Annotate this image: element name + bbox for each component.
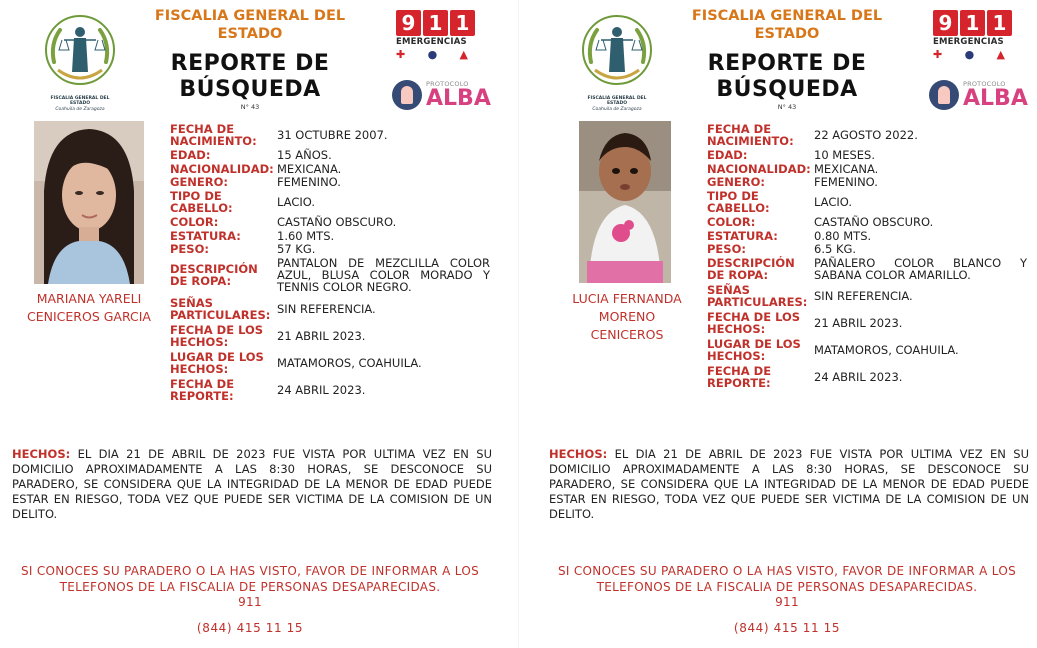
value-marks: SIN REFERENCIA.	[277, 302, 376, 316]
report-title-line1: REPORTE DE	[707, 51, 867, 76]
digit-1: 1	[423, 10, 448, 36]
police-cap-icon: ●	[964, 48, 975, 61]
value-nationality: MEXICANA.	[277, 162, 342, 176]
value-height: 1.60 MTS.	[277, 229, 335, 243]
value-nationality: MEXICANA.	[814, 162, 879, 176]
label-gender: GENERO:	[170, 175, 229, 189]
value-color: CASTAÑO OBSCURO.	[814, 215, 934, 229]
value-birth-date: 22 AGOSTO 2022.	[814, 128, 918, 142]
emergency-icons	[933, 49, 1005, 61]
logo-title: FISCALIA GENERAL DEL ESTADO	[587, 96, 647, 107]
label-age: EDAD:	[170, 148, 211, 162]
emergency-icons	[396, 49, 468, 61]
justice-emblem-icon	[40, 10, 120, 96]
hechos-text: EL DIA 21 DE ABRIL DE 2023 FUE VISTA POR ULTIMA VEZ EN SU DOMICILIO APROXIMADAMENTE A LAS 8:30 HORAS, SE DESCONOCE SU PARADERO, SE CONSIDERA QUE LA INTEGRIDAD DE LA MENOR DE EDAD PUEDE ESTAR EN RIESGO, TODA VEZ QUE PUEDE SER VICTIMA DE LA COMISION DE UN DELITO.	[12, 447, 492, 521]
label-hair-type: TIPO DE CABELLO:	[707, 189, 770, 215]
contact-phone: (844) 415 11 15	[196, 621, 304, 635]
label-birth-date: FECHA DE NACIMIENTO:	[707, 122, 794, 148]
alba-emblem-icon	[929, 80, 959, 110]
contact-911: 911	[775, 595, 799, 609]
report-title	[150, 51, 350, 103]
label-report-date: FECHA DE REPORTE:	[707, 364, 772, 390]
emergency-label: EMERGENCIAS	[396, 37, 467, 47]
value-weight: 6.5 KG.	[814, 242, 857, 256]
hechos-paragraph	[12, 447, 492, 522]
label-color: COLOR:	[170, 215, 219, 229]
fiscalia-logo	[577, 10, 657, 110]
report-title	[687, 51, 887, 103]
value-event-date: 21 ABRIL 2023.	[814, 316, 903, 330]
label-weight: PESO:	[170, 242, 209, 256]
digit-9: 9	[396, 10, 421, 36]
value-place: MATAMOROS, COAHUILA.	[277, 356, 422, 370]
label-age: EDAD:	[707, 148, 748, 162]
contact-request	[549, 564, 1025, 611]
contact-request	[12, 564, 488, 611]
logo-subtitle: Coahuila de Zaragoza	[592, 106, 642, 112]
label-event-date: FECHA DE LOS HECHOS:	[707, 310, 801, 336]
justice-emblem-icon	[577, 10, 657, 96]
label-height: ESTATURA:	[707, 229, 778, 243]
medical-cross-icon: ✚	[396, 48, 406, 61]
value-gender: FEMENINO.	[814, 175, 878, 189]
value-hair-type: LACIO.	[277, 195, 315, 209]
report-number: N° 43	[777, 103, 797, 111]
emergency-911-logo	[396, 10, 476, 61]
value-clothing: PANTALON DE MEZCLILLA COLOR AZUL, BLUSA COLOR MORADO Y TENNIS COLOR NEGRO.	[277, 256, 490, 294]
fiscalia-logo	[40, 10, 120, 110]
label-marks: SEÑAS PARTICULARES:	[707, 283, 808, 309]
report-title-line2: BÚSQUEDA	[179, 77, 321, 102]
digit-1b: 1	[450, 10, 475, 36]
logo-subtitle: Coahuila de Zaragoza	[55, 106, 105, 112]
contact-phone: (844) 415 11 15	[733, 621, 841, 635]
contact-911: 911	[238, 595, 262, 609]
person-name: LUCIA FERNANDA MORENO CENICEROS	[572, 291, 682, 342]
value-report-date: 24 ABRIL 2023.	[277, 383, 366, 397]
label-nationality: NACIONALIDAD:	[707, 162, 811, 176]
hechos-label: HECHOS:	[549, 447, 608, 461]
search-report-mariana	[0, 0, 518, 648]
label-clothing: DESCRIPCIÓN DE ROPA:	[707, 256, 795, 282]
report-number: N° 43	[240, 103, 260, 111]
org-title: FISCALIA GENERAL DEL ESTADO	[691, 8, 883, 42]
medical-cross-icon: ✚	[933, 48, 943, 61]
alba-label: ALBA	[963, 86, 1028, 111]
label-marks: SEÑAS PARTICULARES:	[170, 296, 271, 322]
value-weight: 57 KG.	[277, 242, 316, 256]
value-age: 15 AÑOS.	[277, 148, 332, 162]
label-report-date: FECHA DE REPORTE:	[170, 377, 235, 403]
value-age: 10 MESES.	[814, 148, 875, 162]
label-clothing: DESCRIPCIÓN DE ROPA:	[170, 262, 258, 288]
alba-label: ALBA	[426, 86, 491, 111]
search-report-lucia	[518, 0, 1036, 648]
missing-person-photo	[579, 121, 671, 283]
person-name: MARIANA YARELI CENICEROS GARCIA	[27, 291, 151, 324]
label-gender: GENERO:	[707, 175, 766, 189]
logo-title: FISCALIA GENERAL DEL ESTADO	[50, 96, 110, 107]
alba-emblem-icon	[392, 80, 422, 110]
report-title-line2: BÚSQUEDA	[716, 77, 858, 102]
emergency-911-logo	[933, 10, 1013, 61]
hechos-paragraph	[549, 447, 1029, 522]
police-cap-icon: ●	[427, 48, 438, 61]
protocolo-label: PROTOCOLO	[963, 80, 1006, 88]
fire-icon: ▲	[459, 48, 468, 61]
value-height: 0.80 MTS.	[814, 229, 872, 243]
digit-1: 1	[960, 10, 985, 36]
emergency-digits	[396, 10, 476, 36]
value-clothing: PAÑALERO COLOR BLANCO Y SABANA COLOR AMARILLO.	[814, 256, 1027, 282]
value-event-date: 21 ABRIL 2023.	[277, 329, 366, 343]
label-place: LUGAR DE LOS HECHOS:	[170, 350, 264, 376]
contact-request-text: SI CONOCES SU PARADERO O LA HAS VISTO, FAVOR DE INFORMAR A LOS TELEFONOS DE LA FISCALIA DE PERSONAS DESAPARECIDAS.	[558, 564, 1016, 594]
label-weight: PESO:	[707, 242, 746, 256]
value-hair-type: LACIO.	[814, 195, 852, 209]
fire-icon: ▲	[996, 48, 1005, 61]
emergency-digits	[933, 10, 1013, 36]
missing-person-photo	[34, 121, 144, 284]
protocolo-label: PROTOCOLO	[426, 80, 469, 88]
protocolo-alba-logo	[929, 78, 1028, 112]
report-title-line1: REPORTE DE	[170, 51, 330, 76]
value-report-date: 24 ABRIL 2023.	[814, 370, 903, 384]
contact-request-text: SI CONOCES SU PARADERO O LA HAS VISTO, FAVOR DE INFORMAR A LOS TELEFONOS DE LA FISCALIA DE PERSONAS DESAPARECIDAS.	[21, 564, 479, 594]
value-birth-date: 31 OCTUBRE 2007.	[277, 128, 388, 142]
label-height: ESTATURA:	[170, 229, 241, 243]
label-color: COLOR:	[707, 215, 756, 229]
label-nationality: NACIONALIDAD:	[170, 162, 274, 176]
digit-1b: 1	[987, 10, 1012, 36]
digit-9: 9	[933, 10, 958, 36]
label-birth-date: FECHA DE NACIMIENTO:	[170, 122, 257, 148]
value-color: CASTAÑO OBSCURO.	[277, 215, 397, 229]
org-title: FISCALIA GENERAL DEL ESTADO	[154, 8, 346, 42]
hechos-label: HECHOS:	[12, 447, 71, 461]
label-hair-type: TIPO DE CABELLO:	[170, 189, 233, 215]
value-gender: FEMENINO.	[277, 175, 341, 189]
logo-caption	[40, 96, 120, 112]
hechos-text: EL DIA 21 DE ABRIL DE 2023 FUE VISTA POR ULTIMA VEZ EN SU DOMICILIO APROXIMADAMENTE A LAS 8:30 HORAS, SE DESCONOCE SU PARADERO, SE CONSIDERA QUE LA INTEGRIDAD DE LA MENOR DE EDAD PUEDE ESTAR EN RIESGO, TODA VEZ QUE PUEDE SER VICTIMA DE LA COMISION DE UN DELITO.	[549, 447, 1029, 521]
value-marks: SIN REFERENCIA.	[814, 289, 913, 303]
logo-caption	[577, 96, 657, 112]
emergency-label: EMERGENCIAS	[933, 37, 1004, 47]
label-place: LUGAR DE LOS HECHOS:	[707, 337, 801, 363]
protocolo-alba-logo	[392, 78, 491, 112]
value-place: MATAMOROS, COAHUILA.	[814, 343, 959, 357]
label-event-date: FECHA DE LOS HECHOS:	[170, 323, 264, 349]
